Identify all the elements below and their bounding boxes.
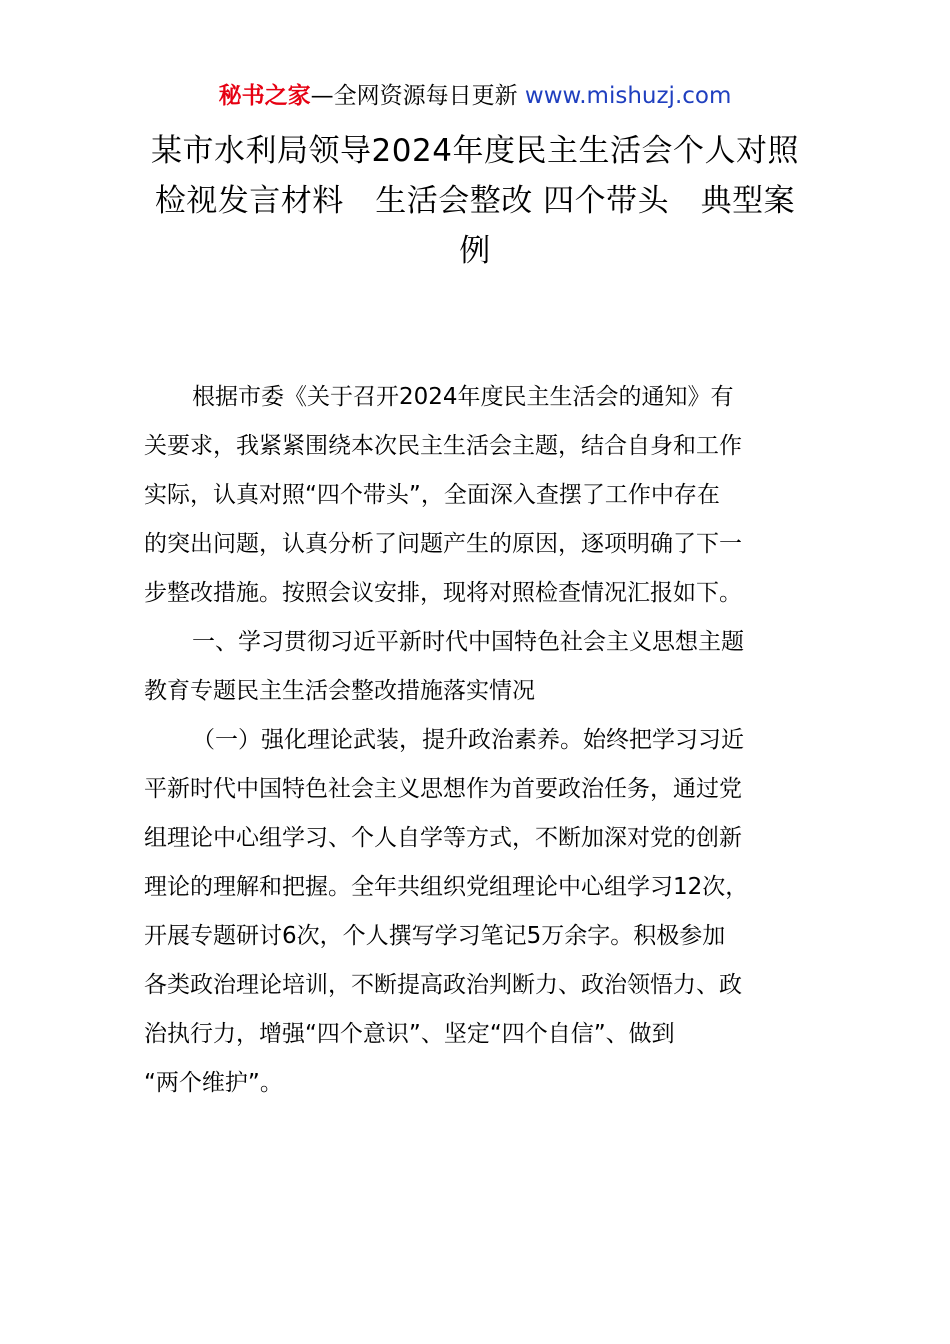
document-title [140, 126, 810, 276]
intro-paragraph [144, 373, 824, 618]
text-line: 开展专题研讨6次，个人撰写学习笔记5万余字。积极参加 [144, 923, 726, 949]
text-line: 教育专题民主生活会整改措施落实情况 [144, 678, 535, 704]
text-line: 理论的理解和把握。全年共组织党组理论中心组学习12次， [144, 874, 749, 900]
text-line: 的突出问题，认真分析了问题产生的原因，逐项明确了下一 [144, 531, 742, 557]
site-header [0, 80, 950, 112]
text-line: 一、学习贯彻习近平新时代中国特色社会主义思想主题 [192, 629, 744, 655]
site-tagline: —全网资源每日更新 [310, 83, 518, 109]
text-line: 步整改措施。按照会议安排，现将对照检查情况汇报如下。 [144, 580, 742, 606]
site-url-link[interactable]: www.mishuzj.com [524, 83, 732, 109]
text-line: 各类政治理论培训，不断提高政治判断力、政治领悟力、政 [144, 972, 742, 998]
text-line: 平新时代中国特色社会主义思想作为首要政治任务，通过党 [144, 776, 742, 802]
text-line: 治执行力，增强“四个意识”、坚定“四个自信”、做到 [144, 1021, 675, 1047]
text-line: 组理论中心组学习、个人自学等方式，不断加深对党的创新 [144, 825, 742, 851]
section-heading [144, 618, 824, 716]
brand-name: 秘书之家 [218, 83, 311, 109]
text-line: 实际，认真对照“四个带头”，全面深入查摆了工作中存在 [144, 482, 720, 508]
subsection-paragraph [144, 716, 824, 1108]
title-line: 某市水利局领导2024年度民主生活会个人对照 [151, 133, 799, 169]
document-body [144, 373, 824, 1108]
text-line: “两个维护”。 [144, 1070, 283, 1096]
title-line: 例 [459, 233, 491, 269]
text-line: （一）强化理论武装，提升政治素养。始终把学习习近 [192, 727, 744, 753]
text-line: 关要求，我紧紧围绕本次民主生活会主题，结合自身和工作 [144, 433, 742, 459]
title-line: 检视发言材料 生活会整改 四个带头 典型案 [154, 183, 796, 219]
text-line: 根据市委《关于召开2024年度民主生活会的通知》有 [192, 384, 734, 410]
